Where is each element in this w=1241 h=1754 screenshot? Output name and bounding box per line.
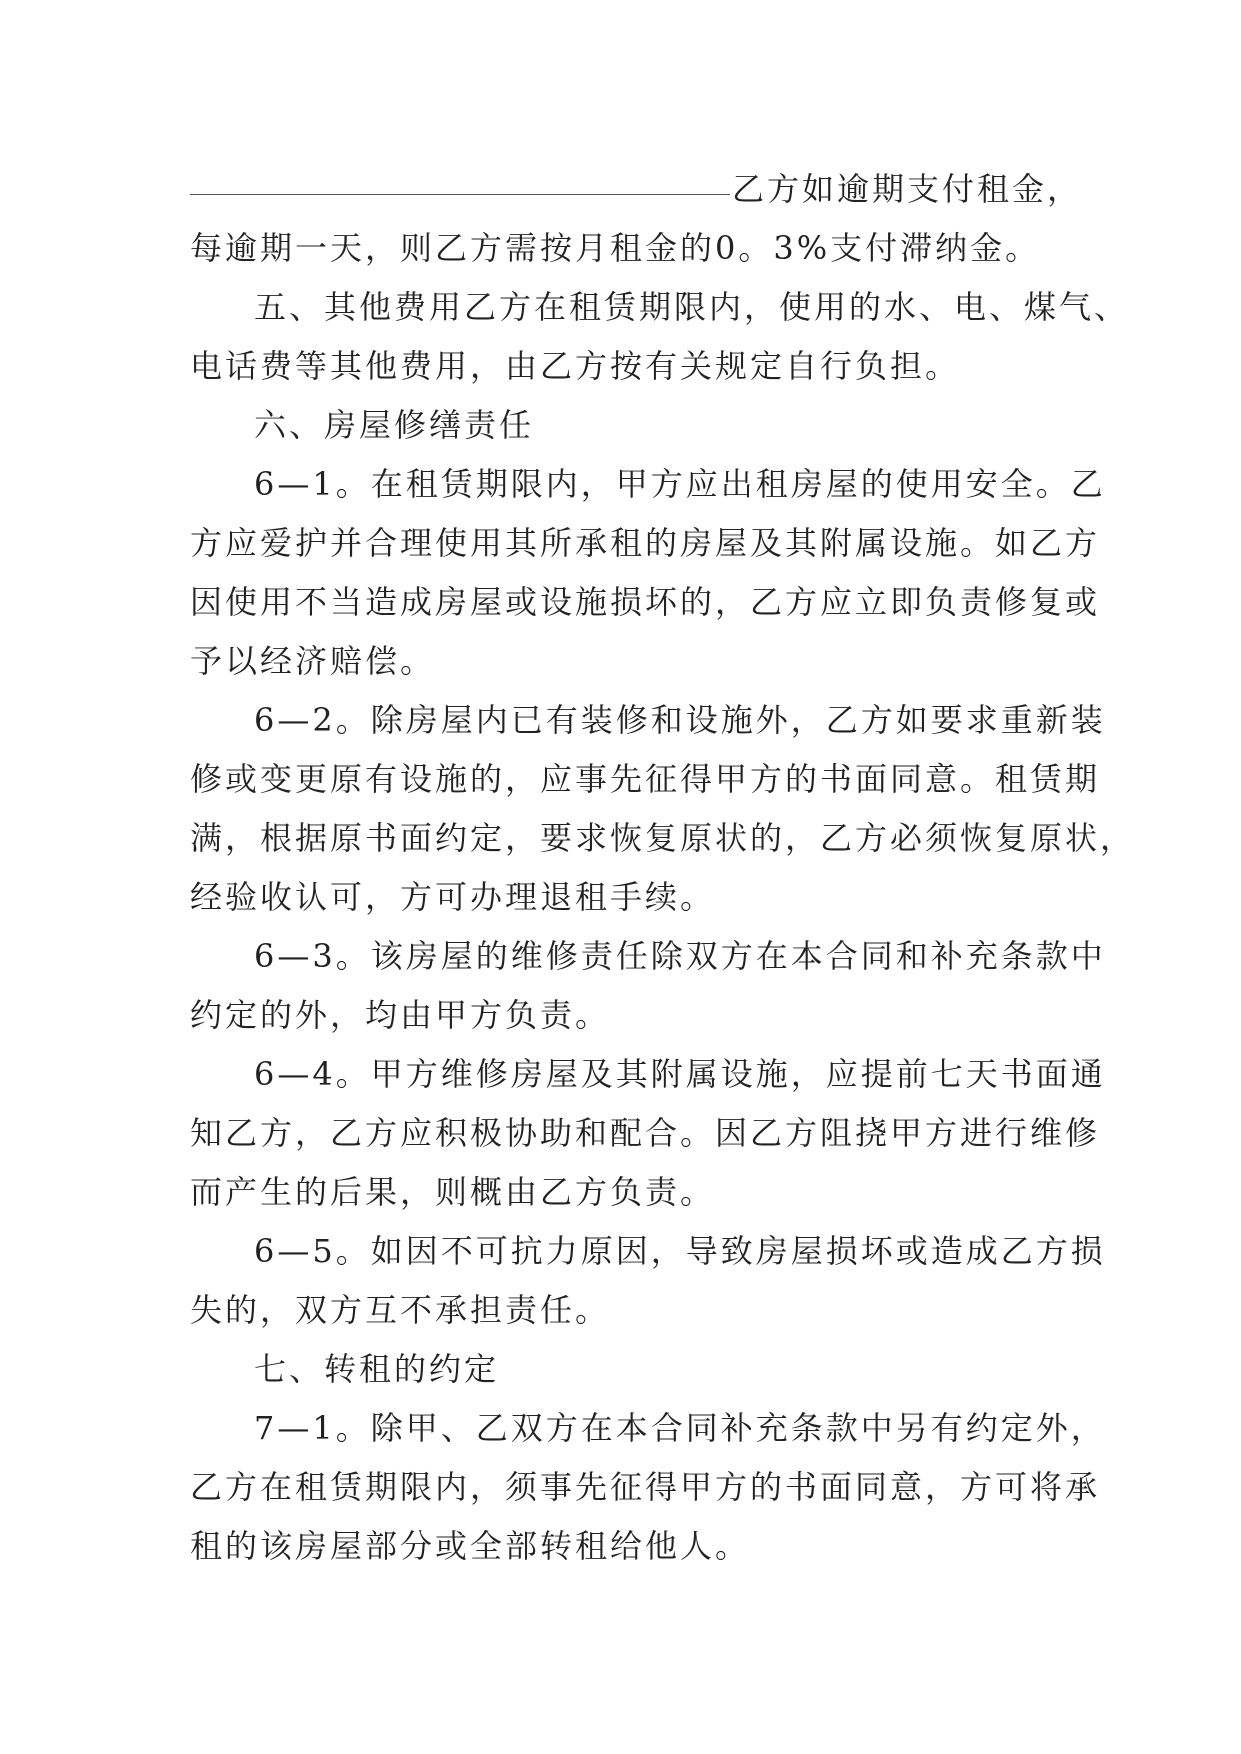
clause-6-1: 6—1。在租赁期限内，甲方应出租房屋的使用安全。乙 bbox=[254, 465, 1106, 503]
text-line-1: 乙方如逾期支付租金， bbox=[190, 160, 1070, 219]
text-line-7: 方应爱护并合理使用其所承租的房屋及其附属设施。如乙方 bbox=[190, 524, 1101, 562]
text-line-13: 经验收认可，方可办理退租手续。 bbox=[190, 878, 716, 916]
text-line-18: 而产生的后果，则概由乙方负责。 bbox=[190, 1173, 716, 1211]
text-line-17: 知乙方，乙方应积极协助和配合。因乙方阻挠甲方进行维修 bbox=[190, 1114, 1101, 1152]
text-line-9: 予以经济赔偿。 bbox=[190, 642, 436, 680]
clause-7-1: 7—1。除甲、乙双方在本合同补充条款中另有约定外， bbox=[254, 1409, 1106, 1447]
fill-in-blank bbox=[190, 160, 730, 195]
text-line-23: 乙方在租赁期限内，须事先征得甲方的书面同意，方可将承 bbox=[190, 1468, 1101, 1506]
text-line-11: 修或变更原有设施的，应事先征得甲方的书面同意。租赁期 bbox=[190, 760, 1101, 798]
clause-6-2: 6—2。除房屋内已有装修和设施外，乙方如要求重新装 bbox=[254, 701, 1106, 739]
section-5-heading: 五、其他费用乙方在租赁期限内，使用的水、电、煤气、 bbox=[254, 288, 1130, 326]
text-line-2: 每逾期一天，则乙方需按月租金的0。3%支付滞纳金。 bbox=[190, 229, 1041, 267]
text-line-4: 电话费等其他费用，由乙方按有关规定自行负担。 bbox=[190, 347, 961, 385]
clause-6-5: 6—5。如因不可抗力原因，导致房屋损坏或造成乙方损 bbox=[254, 1232, 1106, 1270]
text-line-8: 因使用不当造成房屋或设施损坏的，乙方应立即负责修复或 bbox=[190, 583, 1101, 621]
text-line-24: 租的该房屋部分或全部转租给他人。 bbox=[190, 1527, 751, 1565]
text-line-15: 约定的外，均由甲方负责。 bbox=[190, 996, 611, 1034]
clause-6-3: 6—3。该房屋的维修责任除双方在本合同和补充条款中 bbox=[254, 937, 1106, 975]
text-line-12: 满，根据原书面约定，要求恢复原状的，乙方必须恢复原状， bbox=[190, 819, 1136, 857]
document-body bbox=[190, 160, 1136, 1576]
section-7-heading: 七、转租的约定 bbox=[254, 1350, 500, 1388]
text-line-20: 失的，双方互不承担责任。 bbox=[190, 1291, 611, 1329]
clause-6-4: 6—4。甲方维修房屋及其附属设施，应提前七天书面通 bbox=[254, 1055, 1106, 1093]
section-6-heading: 六、房屋修缮责任 bbox=[254, 406, 535, 444]
